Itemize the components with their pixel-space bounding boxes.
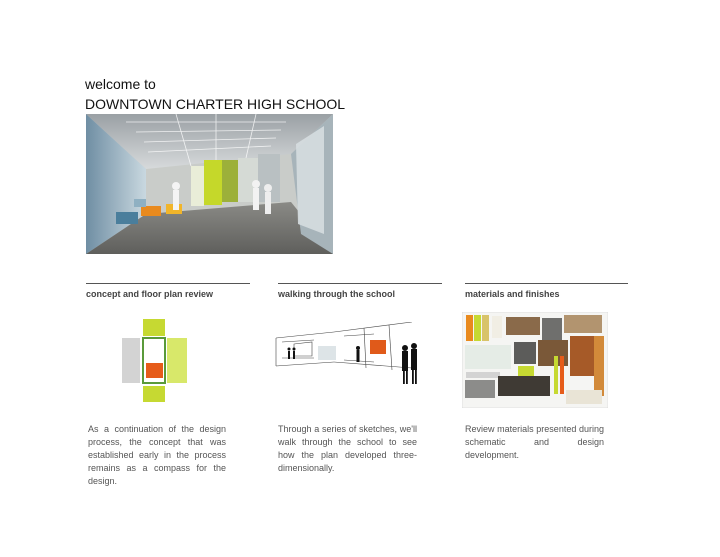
walkthrough-sketch-image [274,322,424,388]
section-divider [86,283,250,284]
section-description-materials: Review materials presented during schematic and design development. [465,424,604,460]
section-divider [278,283,442,284]
page-title: DOWNTOWN CHARTER HIGH SCHOOL [85,96,346,112]
section-description-walkthrough: Through a series of sketches, we'll walk through the school to see how the plan developed three-dimensionally. [278,424,417,473]
section-divider [465,283,628,284]
materials-board-image [462,312,608,408]
section-description-concept: As a continuation of the design process, the concept that was established early in the process remains as a compass for the design. [88,424,226,486]
interior-rendering-image [86,114,333,254]
section-heading-materials: materials and finishes [465,289,560,299]
section-heading-concept: concept and floor plan review [86,289,214,299]
section-heading-walkthrough: walking through the school [278,289,395,299]
concept-diagram-image [118,318,190,404]
welcome-text: welcome to [85,76,156,92]
